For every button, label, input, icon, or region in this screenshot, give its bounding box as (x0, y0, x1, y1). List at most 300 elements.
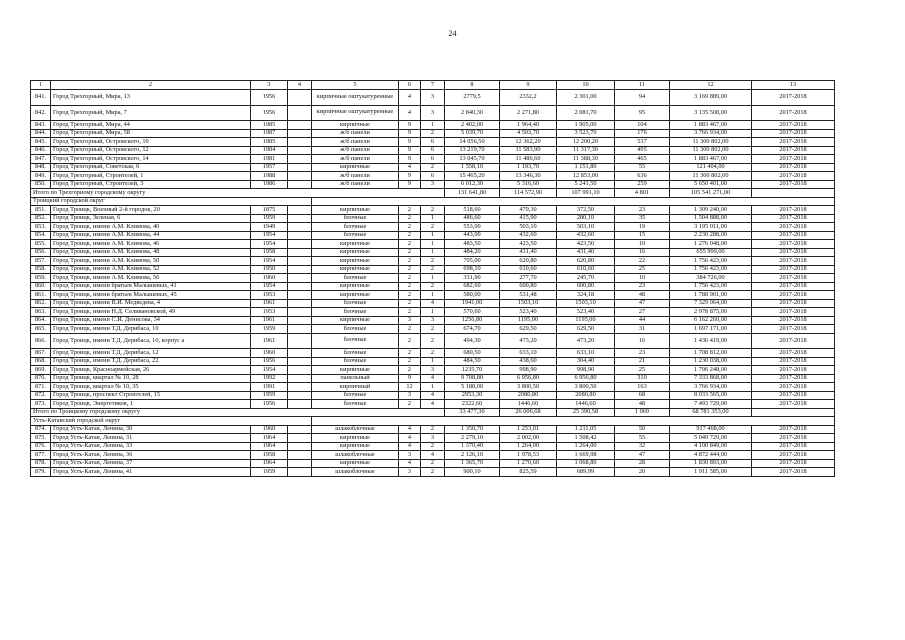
year-built-cell: 1961 (251, 333, 288, 349)
period-cell: 2017-2018 (752, 425, 835, 434)
year-built-cell: 1957 (251, 163, 288, 172)
address-cell: Город Троицк, имени Т.Д. Дерибаса, 22 (51, 357, 251, 366)
col-4-cell (288, 325, 312, 334)
row-number-cell: 875. (31, 434, 51, 443)
repair-cost-cell: 1 796 248,00 (670, 366, 752, 375)
header-cell-5: 5 (312, 81, 399, 90)
year-built-cell: 1992 (251, 374, 288, 383)
row-number-cell: 861. (31, 291, 51, 300)
address-cell: Город Троицк, имени А.М. Климова, 56 (51, 274, 251, 283)
residential-area-cell: 13 346,30 (500, 172, 557, 181)
total-private-area-cell: 25 390,58 (557, 408, 615, 417)
year-built-cell: 1961 (251, 316, 288, 325)
floors-cell: 2 (399, 333, 421, 349)
residential-area-cell: 2 002,00 (500, 434, 557, 443)
residents-cell: 259 (615, 180, 670, 189)
wall-material-cell: блочные (312, 333, 399, 349)
col-4-cell (288, 163, 312, 172)
table-row (31, 121, 835, 130)
wall-material-cell: кирпичные (312, 206, 399, 215)
floors-cell: 9 (399, 121, 421, 130)
table-row (31, 325, 835, 334)
entrances-cell: 2 (421, 349, 445, 358)
residents-cell: 104 (615, 121, 670, 130)
row-number-cell: 858. (31, 265, 51, 274)
floors-cell: 3 (399, 391, 421, 400)
residents-cell: 10 (615, 274, 670, 283)
entrances-cell: 1 (421, 308, 445, 317)
year-built-cell: 1956 (251, 357, 288, 366)
wall-material-cell: ж/б панели (312, 172, 399, 181)
residential-area-cell: 5 316,60 (500, 180, 557, 189)
address-cell: Город Троицк, имени А.М. Климова, 46 (51, 240, 251, 249)
floors-cell: 3 (399, 468, 421, 477)
repair-cost-cell: 1 230 038,00 (670, 357, 752, 366)
entrances-cell: 2 (421, 333, 445, 349)
row-number-cell: 874. (31, 425, 51, 434)
period-cell: 2017-2018 (752, 357, 835, 366)
private-area-cell: 2 081,70 (557, 105, 615, 121)
total-area-cell: 5 188,00 (445, 383, 500, 392)
private-area-cell: 423,50 (557, 240, 615, 249)
year-built-cell: 1954 (251, 257, 288, 266)
col-4-cell (288, 299, 312, 308)
row-number-cell: 864. (31, 316, 51, 325)
repair-cost-cell: 384 726,00 (670, 274, 752, 283)
residential-area-cell: 415,90 (500, 214, 557, 223)
section-label: Троицкий городской округ (31, 197, 312, 206)
total-area-cell: 2 402,00 (445, 121, 500, 130)
total-area-cell: 5 039,70 (445, 129, 500, 138)
col-4-cell (288, 248, 312, 257)
row-number-cell: 871. (31, 383, 51, 392)
section-label: Усть-Катавский городской округ (31, 417, 312, 426)
row-number-cell: 863. (31, 308, 51, 317)
residents-cell: 55 (615, 163, 670, 172)
entrances-cell: 1 (421, 383, 445, 392)
residential-area-cell: 2080,80 (500, 391, 557, 400)
residential-area-cell: 423,50 (500, 240, 557, 249)
year-built-cell: 1954 (251, 240, 288, 249)
year-built-cell: 1956 (251, 105, 288, 121)
wall-material-cell: блочные (312, 299, 399, 308)
wall-material-cell: кирпичные (312, 459, 399, 468)
floors-cell: 9 (399, 138, 421, 147)
wall-material-cell: ж/б панели (312, 129, 399, 138)
col-4-cell (288, 138, 312, 147)
private-area-cell: 3 523,70 (557, 129, 615, 138)
row-number-cell: 850. (31, 180, 51, 189)
floors-cell: 9 (399, 180, 421, 189)
row-number-cell: 869. (31, 366, 51, 375)
total-area-cell: 9 708,80 (445, 374, 500, 383)
col-4-cell (288, 240, 312, 249)
period-cell: 2017-2018 (752, 366, 835, 375)
floors-cell: 2 (399, 257, 421, 266)
wall-material-cell: блочные (312, 349, 399, 358)
total-period-cell (752, 408, 835, 417)
address-cell: Город Трехгорный, Мира, 58 (51, 129, 251, 138)
residents-cell: 20 (615, 468, 670, 477)
entrances-cell: 2 (421, 282, 445, 291)
col-4-cell (288, 333, 312, 349)
wall-material-cell: кирпичные (312, 248, 399, 257)
entrances-cell: 6 (421, 155, 445, 164)
address-cell: Город Троицк, проспект Строителей, 15 (51, 391, 251, 400)
wall-material-cell: кирпичные (312, 265, 399, 274)
private-area-cell: 1 211,05 (557, 425, 615, 434)
table-row (31, 231, 835, 240)
entrances-cell: 1 (421, 274, 445, 283)
entrances-cell: 4 (421, 374, 445, 383)
table-row (31, 468, 835, 477)
total-area-cell: 6 012,30 (445, 180, 500, 189)
total-total-area-cell: 33 477,30 (445, 408, 500, 417)
repair-cost-cell: 11 300 802,00 (670, 146, 752, 155)
wall-material-cell: блочные (312, 274, 399, 283)
year-built-cell: 1981 (251, 155, 288, 164)
year-built-cell: 1953 (251, 308, 288, 317)
private-area-cell: 324,18 (557, 291, 615, 300)
wall-material-cell: кирпичные (312, 442, 399, 451)
table-row (31, 248, 835, 257)
address-cell: Город Усть-Катав, Ленина, 33 (51, 442, 251, 451)
entrances-cell: 3 (421, 316, 445, 325)
table-row (31, 240, 835, 249)
year-built-cell: 1956 (251, 90, 288, 106)
entrances-cell: 2 (421, 257, 445, 266)
total-area-cell: 518,60 (445, 206, 500, 215)
col-4-cell (288, 400, 312, 409)
header-cell-10: 10 (557, 81, 615, 90)
wall-material-cell: кирпичные (312, 121, 399, 130)
private-area-cell: 432,60 (557, 231, 615, 240)
period-cell: 2017-2018 (752, 434, 835, 443)
year-built-cell: 1959 (251, 214, 288, 223)
repair-cost-cell: 1 756 423,00 (670, 257, 752, 266)
period-cell: 2017-2018 (752, 316, 835, 325)
floors-cell: 2 (399, 274, 421, 283)
period-cell: 2017-2018 (752, 248, 835, 257)
table-row (31, 425, 835, 434)
table-row (31, 138, 835, 147)
residential-area-cell: 600,80 (500, 282, 557, 291)
private-area-cell: 6 956,80 (557, 374, 615, 383)
private-area-cell: 1 068,80 (557, 459, 615, 468)
residents-cell: 163 (615, 383, 670, 392)
total-area-cell: 13 219,70 (445, 146, 500, 155)
floors-cell: 3 (399, 451, 421, 460)
address-cell: Город Троицк, имени А.М. Климова, 48 (51, 248, 251, 257)
entrances-cell: 1 (421, 231, 445, 240)
residents-cell: 16 (615, 248, 670, 257)
table-row (31, 223, 835, 232)
table-row (31, 308, 835, 317)
address-cell: Город Усть-Катав, Ленина, 36 (51, 451, 251, 460)
year-built-cell: 1954 (251, 282, 288, 291)
year-built-cell: 1985 (251, 138, 288, 147)
section-row (31, 417, 835, 426)
residential-area-cell: 6 956,80 (500, 374, 557, 383)
wall-material-cell: кирпичные (312, 282, 399, 291)
private-area-cell: 431,40 (557, 248, 615, 257)
private-area-cell: 1503,10 (557, 299, 615, 308)
private-area-cell: 689,99 (557, 468, 615, 477)
repair-cost-cell: 121 404,00 (670, 163, 752, 172)
entrances-cell: 6 (421, 172, 445, 181)
row-number-cell: 843. (31, 121, 51, 130)
total-area-cell: 2 840,30 (445, 105, 500, 121)
header-cell-9: 9 (500, 81, 557, 90)
private-area-cell: 998,90 (557, 366, 615, 375)
address-cell: Город Троицк, имени А.М. Климова, 52 (51, 265, 251, 274)
table-row (31, 451, 835, 460)
residents-cell: 47 (615, 299, 670, 308)
floors-cell: 4 (399, 163, 421, 172)
floors-cell: 2 (399, 349, 421, 358)
residential-area-cell: 633,10 (500, 349, 557, 358)
header-cell-6: 6 (399, 81, 421, 90)
col-4-cell (288, 459, 312, 468)
repair-cost-cell: 1 911 585,00 (670, 468, 752, 477)
repair-cost-cell: 1 883 467,00 (670, 121, 752, 130)
private-area-cell: 245,70 (557, 274, 615, 283)
table-row (31, 434, 835, 443)
col-4-cell (288, 316, 312, 325)
residents-cell: 21 (615, 357, 670, 366)
total-area-cell: 2953,30 (445, 391, 500, 400)
entrances-cell: 1 (421, 240, 445, 249)
entrances-cell: 2 (421, 223, 445, 232)
wall-material-cell: блочные (312, 357, 399, 366)
private-area-cell: 629,50 (557, 325, 615, 334)
year-built-cell: 1964 (251, 442, 288, 451)
address-cell: Город Трехгорный, Советская, 6 (51, 163, 251, 172)
year-built-cell: 1964 (251, 459, 288, 468)
repair-cost-cell: 7 333 868,00 (670, 374, 752, 383)
table-body (31, 81, 835, 477)
address-cell: Город Троицк, имени Н.Д. Селивановской, 49 (51, 308, 251, 317)
private-area-cell: 523,40 (557, 308, 615, 317)
address-cell: Город Троицк, имени Т.Д. Дерибаса, 12 (51, 349, 251, 358)
period-cell: 2017-2018 (752, 291, 835, 300)
residential-area-cell: 531,48 (500, 291, 557, 300)
col-4-cell (288, 90, 312, 106)
entrances-cell: 4 (421, 400, 445, 409)
private-area-cell: 12 200,20 (557, 138, 615, 147)
header-cell-7: 7 (421, 81, 445, 90)
residents-cell: 48 (615, 400, 670, 409)
header-cell-8: 8 (445, 81, 500, 90)
total-label: Итого по Троицкому городскому округу (31, 408, 445, 417)
period-cell: 2017-2018 (752, 383, 835, 392)
floors-cell: 2 (399, 214, 421, 223)
row-number-cell: 844. (31, 129, 51, 138)
row-number-cell: 847. (31, 155, 51, 164)
table-row (31, 459, 835, 468)
floors-cell: 9 (399, 172, 421, 181)
address-cell: Город Трехгорный, Строителей, 1 (51, 172, 251, 181)
row-number-cell: 865. (31, 325, 51, 334)
table-row (31, 129, 835, 138)
entrances-cell: 1 (421, 248, 445, 257)
repair-cost-cell: 3 195 011,00 (670, 223, 752, 232)
row-number-cell: 846. (31, 146, 51, 155)
residents-cell: 310 (615, 374, 670, 383)
total-repair-cost-cell: 68 781 353,00 (670, 408, 752, 417)
col-4-cell (288, 155, 312, 164)
wall-material-cell: кирпичные (312, 240, 399, 249)
total-residential-area-cell: 26 006,68 (500, 408, 557, 417)
private-area-cell: 620,80 (557, 257, 615, 266)
repair-cost-cell: 3 135 508,00 (670, 105, 752, 121)
address-cell: Город Троицк, имени Т.Д. Дерибаса, 10 (51, 325, 251, 334)
entrances-cell: 1 (421, 291, 445, 300)
private-area-cell: 1 151,80 (557, 163, 615, 172)
address-cell: Город Троицк, Энергетиков, 1 (51, 400, 251, 409)
wall-material-cell: кирпичные (312, 316, 399, 325)
row-number-cell: 845. (31, 138, 51, 147)
table-row (31, 333, 835, 349)
wall-material-cell: блочные (312, 231, 399, 240)
year-built-cell: 1959 (251, 468, 288, 477)
residents-cell: 27 (615, 308, 670, 317)
residents-cell: 35 (615, 214, 670, 223)
repair-cost-cell: 11 300 802,00 (670, 172, 752, 181)
wall-material-cell: ж/б панели (312, 155, 399, 164)
section-filler (312, 197, 835, 206)
private-area-cell: 610,60 (557, 265, 615, 274)
residents-cell: 465 (615, 155, 670, 164)
floors-cell: 4 (399, 90, 421, 106)
col-4-cell (288, 451, 312, 460)
col-4-cell (288, 172, 312, 181)
housing-register-table (30, 80, 835, 477)
year-built-cell: 1987 (251, 129, 288, 138)
residential-area-cell: 1 264,00 (500, 442, 557, 451)
total-total-area-cell: 131 641,80 (445, 189, 500, 198)
total-area-cell: 674,70 (445, 325, 500, 334)
floors-cell: 9 (399, 374, 421, 383)
residents-cell: 25 (615, 265, 670, 274)
row-number-cell: 842. (31, 105, 51, 121)
wall-material-cell: блочные (312, 223, 399, 232)
residents-cell: 94 (615, 90, 670, 106)
table-row (31, 282, 835, 291)
wall-material-cell: кирпичные (312, 291, 399, 300)
col-4-cell (288, 357, 312, 366)
address-cell: Город Троицк, имени А.М. Климова, 44 (51, 231, 251, 240)
wall-material-cell: кирпичные (312, 366, 399, 375)
residents-cell: 23 (615, 206, 670, 215)
floors-cell: 2 (399, 240, 421, 249)
total-area-cell: 553,00 (445, 223, 500, 232)
entrances-cell: 3 (421, 180, 445, 189)
period-cell: 2017-2018 (752, 155, 835, 164)
repair-cost-cell: 8 033 565,00 (670, 391, 752, 400)
repair-cost-cell: 1 883 467,00 (670, 155, 752, 164)
entrances-cell: 3 (421, 105, 445, 121)
repair-cost-cell: 1 830 893,00 (670, 459, 752, 468)
floors-cell: 9 (399, 146, 421, 155)
floors-cell: 4 (399, 425, 421, 434)
entrances-cell: 2 (421, 265, 445, 274)
year-built-cell: 1961 (251, 299, 288, 308)
row-number-cell: 856. (31, 248, 51, 257)
period-cell: 2017-2018 (752, 349, 835, 358)
total-area-cell: 331,90 (445, 274, 500, 283)
repair-cost-cell: 3 766 934,00 (670, 383, 752, 392)
total-area-cell: 484,20 (445, 248, 500, 257)
row-number-cell: 862. (31, 299, 51, 308)
private-area-cell: 11 388,30 (557, 155, 615, 164)
period-cell: 2017-2018 (752, 299, 835, 308)
total-area-cell: 2779,5 (445, 90, 500, 106)
header-cell-12: 12 (670, 81, 752, 90)
residents-cell: 48 (615, 291, 670, 300)
header-row (31, 81, 835, 90)
total-area-cell: 483,50 (445, 240, 500, 249)
col-4-cell (288, 206, 312, 215)
total-area-cell: 1 365,70 (445, 459, 500, 468)
period-cell: 2017-2018 (752, 223, 835, 232)
wall-material-cell: ж/б панели (312, 146, 399, 155)
col-4-cell (288, 468, 312, 477)
residents-cell: 50 (615, 425, 670, 434)
period-cell: 2017-2018 (752, 163, 835, 172)
repair-cost-cell: 7 493 729,00 (670, 400, 752, 409)
period-cell: 2017-2018 (752, 400, 835, 409)
wall-material-cell: блочные (312, 325, 399, 334)
period-cell: 2017-2018 (752, 459, 835, 468)
table-row (31, 316, 835, 325)
period-cell: 2017-2018 (752, 240, 835, 249)
residents-cell: 95 (615, 105, 670, 121)
total-area-cell: 680,50 (445, 349, 500, 358)
table-row (31, 155, 835, 164)
residential-area-cell: 1 964,40 (500, 121, 557, 130)
table-row (31, 400, 835, 409)
col-4-cell (288, 257, 312, 266)
col-4-cell (288, 442, 312, 451)
residential-area-cell: 3 800,50 (500, 383, 557, 392)
total-area-cell: 580,00 (445, 291, 500, 300)
table-row (31, 291, 835, 300)
residential-area-cell: 473,20 (500, 333, 557, 349)
entrances-cell: 3 (421, 90, 445, 106)
col-4-cell (288, 121, 312, 130)
residential-area-cell: 825,59 (500, 468, 557, 477)
private-area-cell: 1 669,98 (557, 451, 615, 460)
address-cell: Город Трехгорный, Мира, 13 (51, 90, 251, 106)
period-cell: 2017-2018 (752, 90, 835, 106)
private-area-cell: 600,80 (557, 282, 615, 291)
total-residents-cell: 4 801 (615, 189, 670, 198)
address-cell: Город Усть-Катав, Ленина, 31 (51, 434, 251, 443)
residents-cell: 15 (615, 231, 670, 240)
address-cell: Город Трехгорный, Островского, 14 (51, 155, 251, 164)
repair-cost-cell: 1 504 888,00 (670, 214, 752, 223)
entrances-cell: 6 (421, 146, 445, 155)
year-built-cell: 1956 (251, 400, 288, 409)
wall-material-cell: блочные (312, 214, 399, 223)
address-cell: Город Трехгорный, Островского, 12 (51, 146, 251, 155)
repair-cost-cell: 1 276 048,00 (670, 240, 752, 249)
private-area-cell: 1446,60 (557, 400, 615, 409)
repair-cost-cell: 3 169 889,00 (670, 90, 752, 106)
residential-area-cell: 629,50 (500, 325, 557, 334)
table-row (31, 163, 835, 172)
